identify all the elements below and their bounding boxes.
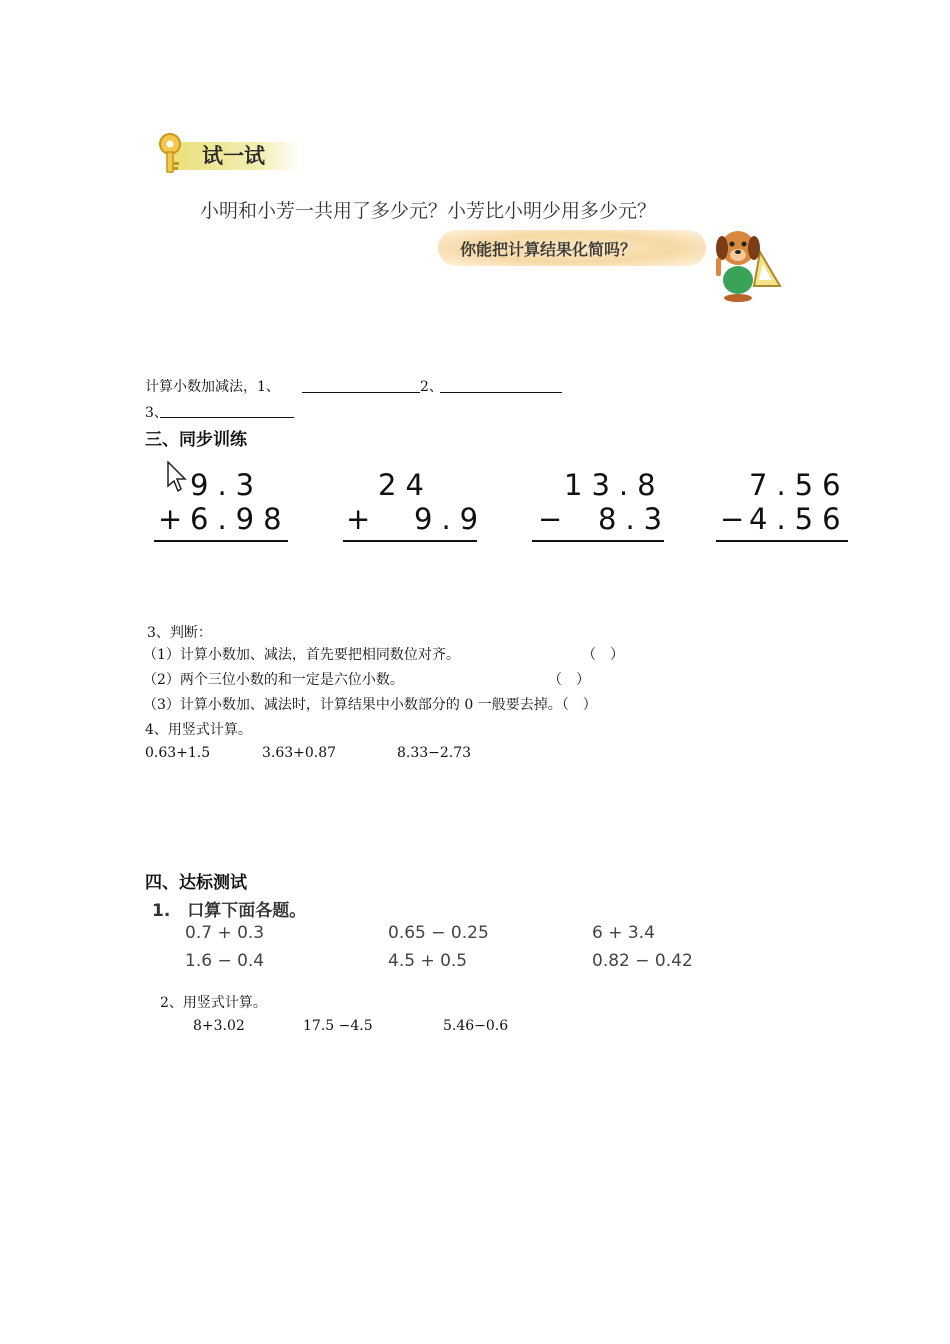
judge-item-1: （1）计算小数加、减法，首先要把相同数位对齐。 xyxy=(143,647,460,663)
oral-item-1: 0.7 + 0.3 xyxy=(185,923,265,943)
vertical-item-1: 0.63+1.5 xyxy=(145,745,211,761)
dog-mascot-icon xyxy=(708,222,784,302)
oral-item-2: 0.65 − 0.25 xyxy=(388,923,489,943)
judge-paren-2[interactable]: （ ） xyxy=(548,672,590,688)
problem-2-line xyxy=(343,540,477,542)
section3-heading: 三、同步训练 xyxy=(145,430,247,450)
try-it-badge xyxy=(150,130,300,174)
problem-1-op: + xyxy=(158,502,192,536)
problem-1-top: 9.3 xyxy=(190,468,264,502)
rule-item2: 2、 xyxy=(420,379,443,395)
judge-paren-1[interactable]: （ ） xyxy=(582,647,624,663)
vertical-item-2: 3.63+0.87 xyxy=(262,745,337,761)
judge-item-2: （2）两个三位小数的和一定是六位小数。 xyxy=(143,672,404,688)
oral-item-3: 6 + 3.4 xyxy=(592,923,655,943)
rule-item3: 3、 xyxy=(145,405,168,421)
vertical-item-3: 8.33−2.73 xyxy=(397,745,472,761)
try-question: 小明和小芳一共用了多少元？小芳比小明少用多少元？ xyxy=(200,200,657,222)
problem-1-line xyxy=(154,540,288,542)
problem-3-line xyxy=(532,540,664,542)
judge-item-3: （3）计算小数加、减法时，计算结果中小数部分的 0 一般要去掉。（ ） xyxy=(143,697,597,713)
problem-3-op: − xyxy=(538,502,572,536)
badge-label: 试一试 xyxy=(202,144,265,168)
q2-item-3: 5.46−0.6 xyxy=(443,1018,509,1034)
oral-item-4: 1.6 − 0.4 xyxy=(185,951,265,971)
blank-2[interactable] xyxy=(440,392,562,393)
oral-item-6: 0.82 − 0.42 xyxy=(592,951,693,971)
q1-title: 1. 口算下面各题。 xyxy=(152,901,307,921)
problem-4-op: − xyxy=(720,502,754,536)
problem-4-top: 7.56 xyxy=(749,468,850,502)
blank-1[interactable] xyxy=(302,392,420,393)
problem-3-bottom: 8.3 xyxy=(598,502,672,536)
q2-item-2: 17.5 −4.5 xyxy=(303,1018,373,1034)
problem-1-bottom: 6.98 xyxy=(190,502,291,536)
oral-item-5: 4.5 + 0.5 xyxy=(388,951,468,971)
key-icon xyxy=(150,130,194,174)
problem-4-line xyxy=(716,540,848,542)
hint-text: 你能把计算结果化简吗？ xyxy=(460,240,637,259)
rule-prefix: 计算小数加减法，1、 xyxy=(145,379,280,395)
problem-4-bottom: 4.56 xyxy=(749,502,850,536)
problem-2-bottom: 9.9 xyxy=(414,502,488,536)
problem-2-top: 24 xyxy=(378,468,433,502)
problem-2-op: + xyxy=(346,502,380,536)
hint-bubble xyxy=(438,230,706,266)
judge-title: 3、判断： xyxy=(147,625,212,641)
q2-title: 2、用竖式计算。 xyxy=(160,995,267,1011)
q2-item-1: 8+3.02 xyxy=(193,1018,245,1034)
mouse-cursor-icon xyxy=(167,461,187,493)
vertical-calc-title: 4、用竖式计算。 xyxy=(145,722,252,738)
section4-heading: 四、达标测试 xyxy=(145,873,247,893)
problem-3-top: 13.8 xyxy=(564,468,665,502)
blank-3[interactable] xyxy=(160,417,294,418)
